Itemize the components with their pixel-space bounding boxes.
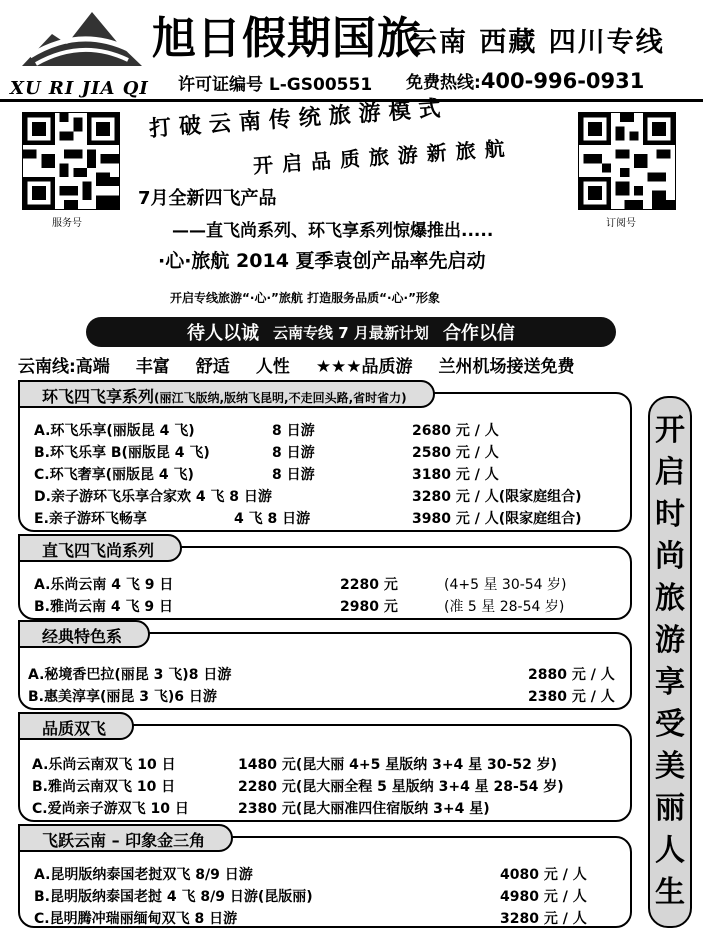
side-char: 启 bbox=[655, 455, 685, 490]
tour-name: C.昆明腾冲瑞丽缅甸双飞 8 日游 bbox=[34, 911, 238, 927]
brand-line: 开启专线旅游“·心·”旅航 打造服务品质“·心·”形象 bbox=[170, 291, 440, 305]
tour-price: 4980 元 / 人 bbox=[500, 889, 587, 905]
brand-title: 旭日假期国旅 bbox=[152, 13, 422, 64]
routes-title: 云南 西藏 四川专线 bbox=[410, 27, 665, 58]
tour-name: B.惠美淳享(丽昆 3 飞)6 日游 bbox=[28, 689, 217, 705]
tour-price: 3280 元 / 人 bbox=[500, 911, 587, 927]
section-title bbox=[18, 620, 150, 648]
feature-item: ★★★品质游 bbox=[315, 357, 413, 377]
feature-item: 云南线:高端 bbox=[18, 357, 110, 377]
motto-middle: 云南专线 7 月最新计划 bbox=[273, 323, 429, 342]
side-char: 时 bbox=[655, 497, 685, 532]
qr-code-icon bbox=[22, 112, 120, 210]
tour-price: 3980 元 / 人(限家庭组合) bbox=[412, 511, 582, 527]
license-number: 许可证编号 L-GS00551 bbox=[178, 75, 373, 95]
tour-extra: (准 5 星 28-54 岁) bbox=[444, 599, 565, 615]
feature-item: 兰州机场接送免费 bbox=[438, 357, 575, 377]
tour-price: 3280 元 / 人(限家庭组合) bbox=[412, 489, 582, 505]
tour-days: 4 飞 8 日游 bbox=[234, 511, 311, 527]
side-char: 美 bbox=[655, 749, 685, 784]
hotline-number: 400-996-0931 bbox=[480, 69, 645, 93]
qr-code-icon bbox=[578, 112, 676, 210]
section-title-text: 直飞四飞尚系列 bbox=[42, 541, 155, 560]
tour-price: 3180 元 / 人 bbox=[412, 467, 499, 483]
new-product-line: 7月全新四飞产品 bbox=[138, 188, 277, 209]
tour-name: B.昆明版纳泰国老挝 4 飞 8/9 日游(昆版丽) bbox=[34, 889, 313, 905]
tour-price: 2880 元 / 人 bbox=[528, 667, 615, 683]
tour-price: 2580 元 / 人 bbox=[412, 445, 499, 461]
side-char: 受 bbox=[655, 707, 685, 742]
tour-price: 4080 元 / 人 bbox=[500, 867, 587, 883]
side-char: 尚 bbox=[655, 539, 685, 574]
hotline-label: 免费热线: bbox=[406, 73, 481, 93]
section-box bbox=[18, 719, 632, 822]
tour-name: D.亲子游环飞乐享合家欢 4 飞 8 日游 bbox=[34, 489, 272, 505]
side-char: 享 bbox=[655, 665, 685, 700]
tour-days: 8 日游 bbox=[272, 423, 315, 439]
section-box bbox=[18, 831, 632, 928]
side-char: 丽 bbox=[655, 791, 685, 826]
section-title bbox=[18, 824, 233, 852]
side-char: 人 bbox=[655, 833, 685, 868]
tour-price: 2380 元(昆大丽准四住宿版纳 3+4 星) bbox=[238, 801, 490, 817]
section-title bbox=[18, 712, 134, 740]
section-box bbox=[18, 627, 632, 710]
tour-name: A.乐尚云南 4 飞 9 日 bbox=[34, 577, 174, 593]
motto-right: 合作以信 bbox=[442, 323, 515, 344]
tour-name: E.亲子游环飞畅享 bbox=[34, 511, 147, 527]
tour-name: A.环飞乐享(丽版昆 4 飞) bbox=[34, 423, 195, 439]
launch-line: ——直飞尚系列、环飞享系列惊爆推出..... bbox=[172, 221, 494, 241]
section-box bbox=[18, 541, 632, 620]
tour-name: B.雅尚云南双飞 10 日 bbox=[32, 779, 176, 795]
section-title-text: 品质双飞 bbox=[42, 719, 107, 738]
tour-name: A.昆明版纳泰国老挝双飞 8/9 日游 bbox=[34, 867, 253, 883]
tour-extra: (4+5 星 30-54 岁) bbox=[444, 577, 567, 593]
section-title-text: 经典特色系 bbox=[42, 627, 123, 646]
side-banner bbox=[648, 396, 692, 928]
side-char: 开 bbox=[655, 413, 685, 448]
tour-price: 2280 元 bbox=[340, 577, 398, 593]
side-char: 生 bbox=[655, 875, 685, 910]
tour-days: 8 日游 bbox=[272, 445, 315, 461]
feature-item: 人性 bbox=[255, 357, 290, 377]
tour-name: A.秘境香巴拉(丽昆 3 飞)8 日游 bbox=[28, 667, 232, 683]
tour-name: B.雅尚云南 4 飞 9 日 bbox=[34, 599, 173, 615]
tour-price: 2980 元 bbox=[340, 599, 398, 615]
section-title bbox=[18, 534, 182, 562]
features-line bbox=[18, 352, 688, 377]
mountain-logo-icon bbox=[22, 4, 142, 74]
section-box bbox=[18, 387, 632, 532]
tour-price: 2380 元 / 人 bbox=[528, 689, 615, 705]
tour-days: 8 日游 bbox=[272, 467, 315, 483]
tour-price: 2680 元 / 人 bbox=[412, 423, 499, 439]
feature-item: 丰富 bbox=[135, 357, 170, 377]
slogan-line-2: 开启品质旅游新旅航 bbox=[252, 135, 515, 178]
section-title bbox=[18, 380, 435, 408]
tour-name: C.环飞奢享(丽版昆 4 飞) bbox=[34, 467, 194, 483]
section-title-text: 环飞四飞享系列 bbox=[42, 387, 155, 406]
hotline bbox=[406, 68, 644, 93]
tour-name: C.爱尚亲子游双飞 10 日 bbox=[32, 801, 189, 817]
section-note: (丽江飞版纳,版纳飞昆明,不走回头路,省时省力) bbox=[154, 391, 407, 405]
slogan-line-1: 打破云南传统旅游模式 bbox=[148, 95, 450, 142]
tour-price: 2280 元(昆大丽全程 5 星版纳 3+4 星 28-54 岁) bbox=[238, 779, 564, 795]
feature-item: 舒适 bbox=[195, 357, 230, 377]
logo-text: XU RI JIA QI bbox=[10, 78, 149, 99]
tour-name: A.乐尚云南双飞 10 日 bbox=[32, 757, 176, 773]
section-title-text: 飞跃云南 – 印象金三角 bbox=[42, 831, 206, 850]
tour-price: 1480 元(昆大丽 4+5 星版纳 3+4 星 30-52 岁) bbox=[238, 757, 558, 773]
motto-left: 待人以诚 bbox=[187, 323, 260, 344]
side-char: 旅 bbox=[655, 581, 685, 616]
motto-banner bbox=[86, 317, 616, 347]
side-char: 游 bbox=[655, 623, 685, 658]
qr-label-subscribe: 订阅号 bbox=[606, 218, 636, 229]
qr-label-service: 服务号 bbox=[52, 218, 82, 229]
campaign-line: ·心·旅航 2014 夏季袁创产品率先启动 bbox=[158, 250, 486, 272]
tour-name: B.环飞乐享 B(丽版昆 4 飞) bbox=[34, 445, 210, 461]
